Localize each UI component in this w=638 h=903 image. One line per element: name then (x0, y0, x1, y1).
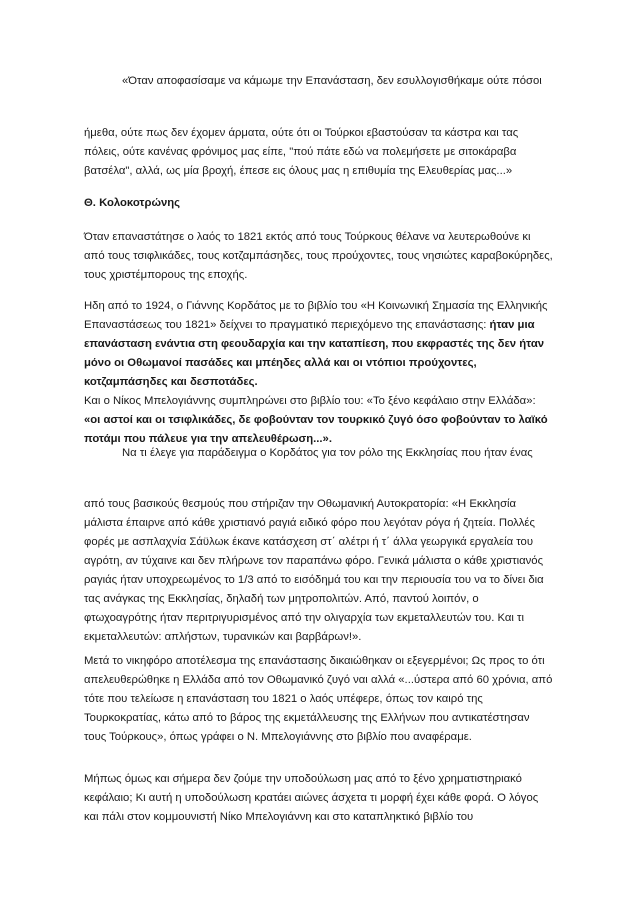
kordatos-bold-text: ήταν μια επανάσταση ενάντια στη φεουδαρχία και την καταπίεση, που εκφραστές της δεν ήταν μόνο οι Οθωμανοί πασάδες και μπέηδες αλλά και οι ντόπιοι προύχοντες, κοτζαμπάσηδες και δεσποτάδες. (84, 319, 545, 388)
quote-author: Θ. Κολοκοτρώνης (84, 197, 181, 209)
quote-opening-line: «Όταν αποφασίσαμε να κάμωμε την Επανάσταση, δεν εσυλλογισθήκαμε ούτε πόσοι (122, 75, 542, 87)
quote-continuation-paragraph: ήμεθα, ούτε πως δεν έχομεν άρματα, ούτε ότι οι Τούρκοι εβαστούσαν τα κάστρα και τας πόλεις, ούτε κανένας φρόνιμος μας είπε, "πού πάτε εδώ να πολεμήσετε με σιτοκάραβα βατσέλα", αλλά, ως μία βροχή, έπεσε εις όλους μας η επιθυμία της Ελευθερίας μας...» (84, 127, 519, 177)
kordatos-text: Ηδη από το 1924, ο Γιάννης Κορδάτος με το βιβλίο του «Η Κοινωνική Σημασία της Ελληνικής Επαναστάσεως του 1821» δείχνει το πραγματικό περιεχόμενο της επανάστασης: (84, 300, 548, 331)
today-paragraph: Μήπως όμως και σήμερα δεν ζούμε την υποδούλωση μας από το ξένο χρηματιστηριακό κεφάλαιο; Κι αυτή η υποδούλωση κρατάει αιώνες άσχετα τι μορφή έχει κάθε φορά. Ο λόγος και πάλι στον κομμουνιστή Νίκο Μπελογιάννη και στο καταπληκτικό βιβλίο του (84, 773, 539, 823)
church-paragraph: από τους βασικούς θεσμούς που στήριζαν την Οθωμανική Αυτοκρατορία: «Η Εκκλησία μάλιστα έπαιρνε από κάθε χριστιανό ραγιά ειδικό φόρο που λεγόταν ρόγα ή ζητεία. Πολλές φορές με ασπλαχνία Σάϋλωκ έκανε κατάσχεση στ΄ αλέτρι ή τ΄ άλλα γεωργικά εργαλεία του αγρότη, αν τύχαινε και δεν πλήρωνε τον παραπάνω φόρο. Γενικά μάλιστα ο κάθε χριστιανός ραγιάς ήταν υποχρεωμένος το 1/3 από το εισόδημά του και την περιουσία του να το δίνει δια τας ανάγκας της Εκκλησίας, δηλαδή των μητροπολιτών. Από, παντού λοιπόν, ο φτωχοαγρότης ήταν περιτριγυρισμένος από την ολιγαρχία των εκμεταλλευτών του. Και τι εκμεταλλευτών: απλήστων, τυρανικών και βαρβάρων!». (84, 498, 544, 643)
belogiannis-text: Και ο Νίκος Μπελογιάννης συμπληρώνει στο βιβλίο του: «Το ξένο κεφάλαιο στην Ελλάδα»: (84, 395, 536, 407)
victory-paragraph: Μετά το νικηφόρο αποτέλεσμα της επανάστασης δικαιώθηκαν οι εξεγερμένοι; Ως προς το ότι απελευθερώθηκε η Ελλάδα από τον Οθωμανικό ζυγό ναι αλλά «...ύστερα από 60 χρόνια, από τότε που τελείωσε η επανάσταση του 1821 ο λαός υπέφερε, όπως τον καιρό της Τουρκοκρατίας, κάτω από το βάρος της εκμετάλλευσης της Ελλήνων που αντικατέστησαν τους Τούρκους», όπως γράφει ο Ν. Μπελογιάννης στο βιβλίο που αναφέραμε. (84, 655, 553, 743)
kordatos-paragraph (84, 297, 554, 449)
revolt-paragraph: Όταν επαναστάτησε ο λαός το 1821 εκτός από τους Τούρκους θέλανε να λευτερωθούνε κι από τους τσιφλικάδες, τους κοτζαμπάσηδες, τους προύχοντες, τους νησιώτες καραβοκύρηδες, τους χριστέμπορους της εποχής. (84, 231, 553, 281)
church-opening-line: Να τι έλεγε για παράδειγμα ο Κορδάτος για τον ρόλο της Εκκλησίας που ήταν ένας (122, 447, 533, 459)
belogiannis-bold-text: «οι αστοί και οι τσιφλικάδες, δε φοβούνταν τον τουρκικό ζυγό όσο φοβούνταν το λαϊκό ποτάμι που πάλευε για την απελευθέρωση...». (84, 414, 548, 445)
